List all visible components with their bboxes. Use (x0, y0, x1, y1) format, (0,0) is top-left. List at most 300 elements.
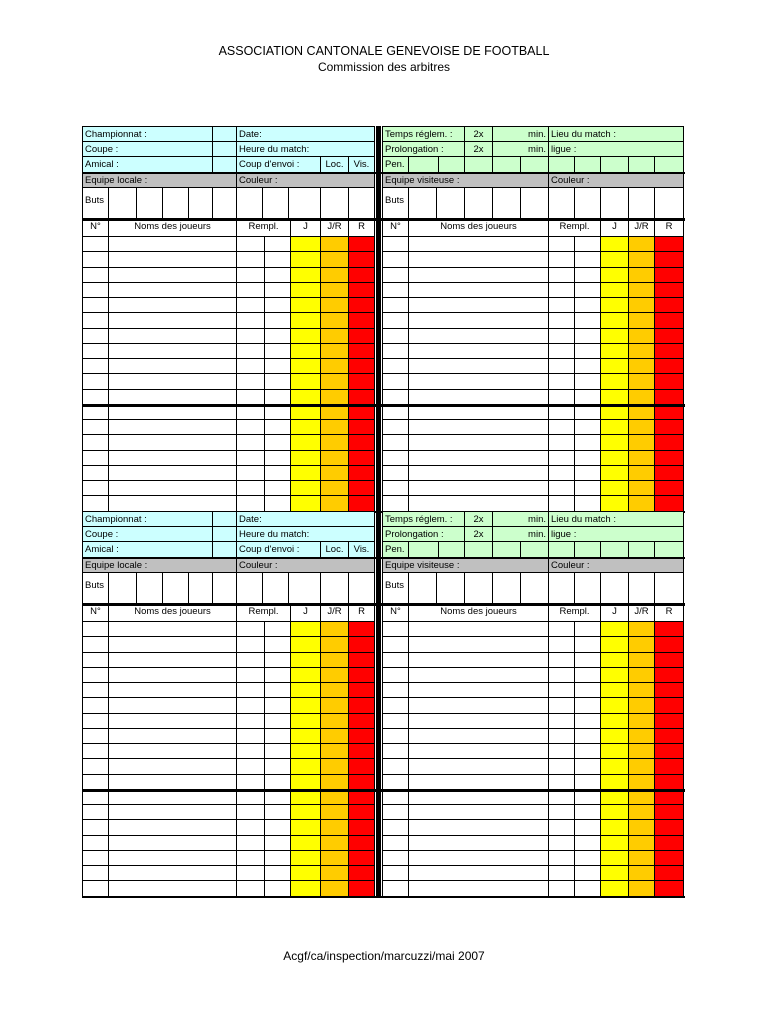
rempl-cell[interactable] (574, 758, 601, 775)
yellow-card-cell[interactable] (600, 480, 629, 496)
player-name-cell[interactable] (108, 251, 237, 268)
rempl-cell[interactable] (264, 282, 291, 298)
red-card-cell[interactable] (654, 373, 684, 390)
player-number-cell[interactable] (382, 636, 409, 653)
rempl-cell[interactable] (574, 328, 601, 344)
rempl-cell[interactable] (236, 804, 265, 820)
goal-box[interactable] (520, 572, 549, 604)
player-number-cell[interactable] (382, 835, 409, 851)
yellow-card-cell[interactable] (600, 236, 629, 252)
rempl-cell[interactable] (574, 636, 601, 653)
yellow-card-cell[interactable] (600, 667, 629, 683)
red-card-cell[interactable] (348, 682, 375, 698)
red-card-cell[interactable] (348, 850, 375, 866)
player-name-cell[interactable] (108, 880, 237, 897)
yellow-red-cell[interactable] (320, 880, 349, 897)
yellow-card-cell[interactable] (290, 450, 321, 466)
player-name-cell[interactable] (408, 880, 549, 897)
player-name-cell[interactable] (408, 267, 549, 283)
red-card-cell[interactable] (654, 621, 684, 637)
red-card-cell[interactable] (348, 282, 375, 298)
rempl-cell[interactable] (236, 865, 265, 881)
red-card-cell[interactable] (348, 236, 375, 252)
rempl-cell[interactable] (236, 835, 265, 851)
rempl-cell[interactable] (548, 880, 575, 897)
yellow-red-cell[interactable] (628, 267, 655, 283)
yellow-card-cell[interactable] (600, 373, 629, 390)
penalty-box[interactable] (600, 541, 629, 558)
goal-box[interactable] (212, 572, 237, 604)
player-number-cell[interactable] (82, 434, 109, 451)
player-number-cell[interactable] (382, 713, 409, 729)
yellow-card-cell[interactable] (290, 434, 321, 451)
rempl-cell[interactable] (264, 880, 291, 897)
yellow-card-cell[interactable] (290, 758, 321, 775)
penalty-box[interactable] (438, 156, 465, 173)
yellow-card-cell[interactable] (290, 236, 321, 252)
rempl-cell[interactable] (548, 480, 575, 496)
goal-box[interactable] (548, 572, 575, 604)
player-number-cell[interactable] (82, 465, 109, 481)
yellow-red-cell[interactable] (320, 743, 349, 759)
yellow-card-cell[interactable] (290, 343, 321, 359)
player-name-cell[interactable] (408, 450, 549, 466)
player-name-cell[interactable] (108, 774, 237, 790)
goal-box[interactable] (162, 187, 189, 219)
red-card-cell[interactable] (654, 652, 684, 668)
red-card-cell[interactable] (348, 328, 375, 344)
yellow-red-cell[interactable] (320, 373, 349, 390)
goal-box[interactable] (288, 572, 321, 604)
player-number-cell[interactable] (382, 373, 409, 390)
rempl-cell[interactable] (264, 450, 291, 466)
yellow-red-cell[interactable] (320, 328, 349, 344)
yellow-card-cell[interactable] (600, 713, 629, 729)
player-number-cell[interactable] (82, 697, 109, 714)
rempl-cell[interactable] (264, 312, 291, 329)
rempl-cell[interactable] (264, 819, 291, 836)
yellow-red-cell[interactable] (628, 835, 655, 851)
yellow-card-cell[interactable] (600, 819, 629, 836)
rempl-cell[interactable] (548, 434, 575, 451)
red-card-cell[interactable] (654, 434, 684, 451)
rempl-cell[interactable] (548, 621, 575, 637)
goal-box[interactable] (464, 572, 493, 604)
red-card-cell[interactable] (654, 743, 684, 759)
player-number-cell[interactable] (82, 667, 109, 683)
player-name-cell[interactable] (408, 251, 549, 268)
player-number-cell[interactable] (82, 373, 109, 390)
player-name-cell[interactable] (108, 434, 237, 451)
yellow-card-cell[interactable] (600, 282, 629, 298)
rempl-cell[interactable] (574, 373, 601, 390)
player-name-cell[interactable] (408, 713, 549, 729)
yellow-red-cell[interactable] (628, 312, 655, 329)
penalty-box[interactable] (628, 541, 655, 558)
rempl-cell[interactable] (548, 865, 575, 881)
rempl-cell[interactable] (548, 819, 575, 836)
yellow-red-cell[interactable] (320, 312, 349, 329)
yellow-red-cell[interactable] (628, 236, 655, 252)
player-name-cell[interactable] (408, 480, 549, 496)
player-number-cell[interactable] (82, 636, 109, 653)
goal-box[interactable] (600, 572, 629, 604)
red-card-cell[interactable] (654, 267, 684, 283)
player-number-cell[interactable] (382, 758, 409, 775)
rempl-cell[interactable] (548, 682, 575, 698)
yellow-red-cell[interactable] (628, 343, 655, 359)
player-number-cell[interactable] (382, 774, 409, 790)
player-name-cell[interactable] (108, 373, 237, 390)
penalty-box[interactable] (548, 156, 575, 173)
player-name-cell[interactable] (108, 358, 237, 374)
player-name-cell[interactable] (108, 328, 237, 344)
rempl-cell[interactable] (574, 880, 601, 897)
red-card-cell[interactable] (348, 758, 375, 775)
player-name-cell[interactable] (408, 743, 549, 759)
yellow-card-cell[interactable] (290, 743, 321, 759)
yellow-card-cell[interactable] (600, 419, 629, 435)
yellow-red-cell[interactable] (320, 652, 349, 668)
yellow-red-cell[interactable] (628, 880, 655, 897)
player-number-cell[interactable] (382, 328, 409, 344)
yellow-card-cell[interactable] (600, 343, 629, 359)
player-number-cell[interactable] (82, 282, 109, 298)
player-name-cell[interactable] (108, 480, 237, 496)
rempl-cell[interactable] (264, 328, 291, 344)
yellow-red-cell[interactable] (628, 758, 655, 775)
rempl-cell[interactable] (236, 236, 265, 252)
rempl-cell[interactable] (264, 465, 291, 481)
yellow-card-cell[interactable] (600, 850, 629, 866)
player-name-cell[interactable] (408, 373, 549, 390)
rempl-cell[interactable] (548, 758, 575, 775)
rempl-cell[interactable] (548, 343, 575, 359)
goal-box[interactable] (574, 572, 601, 604)
goal-box[interactable] (236, 572, 263, 604)
rempl-cell[interactable] (574, 865, 601, 881)
rempl-cell[interactable] (548, 495, 575, 512)
player-name-cell[interactable] (108, 819, 237, 836)
goal-box[interactable] (188, 187, 213, 219)
yellow-red-cell[interactable] (628, 865, 655, 881)
rempl-cell[interactable] (264, 697, 291, 714)
yellow-red-cell[interactable] (320, 236, 349, 252)
red-card-cell[interactable] (654, 697, 684, 714)
yellow-card-cell[interactable] (290, 835, 321, 851)
yellow-card-cell[interactable] (600, 495, 629, 512)
rempl-cell[interactable] (236, 419, 265, 435)
loc-option[interactable]: Loc. (320, 541, 349, 558)
goal-box[interactable] (136, 187, 163, 219)
player-name-cell[interactable] (108, 621, 237, 637)
yellow-card-cell[interactable] (600, 267, 629, 283)
player-number-cell[interactable] (382, 495, 409, 512)
player-number-cell[interactable] (82, 495, 109, 512)
yellow-red-cell[interactable] (320, 282, 349, 298)
player-name-cell[interactable] (108, 450, 237, 466)
yellow-card-cell[interactable] (600, 636, 629, 653)
yellow-red-cell[interactable] (320, 819, 349, 836)
rempl-cell[interactable] (264, 621, 291, 637)
rempl-cell[interactable] (574, 819, 601, 836)
rempl-cell[interactable] (574, 236, 601, 252)
yellow-red-cell[interactable] (320, 636, 349, 653)
loc-option[interactable]: Loc. (320, 156, 349, 173)
red-card-cell[interactable] (654, 251, 684, 268)
yellow-red-cell[interactable] (628, 743, 655, 759)
goal-box[interactable] (320, 187, 349, 219)
yellow-card-cell[interactable] (600, 758, 629, 775)
goal-box[interactable] (108, 187, 137, 219)
rempl-cell[interactable] (236, 373, 265, 390)
goal-box[interactable] (492, 572, 521, 604)
yellow-red-cell[interactable] (320, 465, 349, 481)
player-name-cell[interactable] (408, 758, 549, 775)
player-name-cell[interactable] (408, 495, 549, 512)
rempl-cell[interactable] (574, 682, 601, 698)
red-card-cell[interactable] (348, 804, 375, 820)
yellow-card-cell[interactable] (290, 850, 321, 866)
yellow-red-cell[interactable] (320, 865, 349, 881)
red-card-cell[interactable] (348, 267, 375, 283)
rempl-cell[interactable] (574, 297, 601, 313)
player-number-cell[interactable] (382, 450, 409, 466)
player-name-cell[interactable] (408, 697, 549, 714)
yellow-red-cell[interactable] (628, 495, 655, 512)
yellow-red-cell[interactable] (628, 282, 655, 298)
yellow-card-cell[interactable] (600, 743, 629, 759)
red-card-cell[interactable] (654, 804, 684, 820)
red-card-cell[interactable] (348, 774, 375, 790)
rempl-cell[interactable] (548, 835, 575, 851)
player-number-cell[interactable] (82, 389, 109, 405)
player-number-cell[interactable] (82, 358, 109, 374)
yellow-red-cell[interactable] (628, 652, 655, 668)
yellow-red-cell[interactable] (628, 728, 655, 744)
player-number-cell[interactable] (82, 728, 109, 744)
red-card-cell[interactable] (654, 636, 684, 653)
player-number-cell[interactable] (82, 743, 109, 759)
rempl-cell[interactable] (264, 480, 291, 496)
red-card-cell[interactable] (654, 480, 684, 496)
yellow-card-cell[interactable] (290, 419, 321, 435)
rempl-cell[interactable] (548, 450, 575, 466)
red-card-cell[interactable] (654, 850, 684, 866)
yellow-card-cell[interactable] (290, 358, 321, 374)
rempl-cell[interactable] (548, 236, 575, 252)
rempl-cell[interactable] (548, 850, 575, 866)
player-number-cell[interactable] (82, 819, 109, 836)
yellow-red-cell[interactable] (628, 697, 655, 714)
red-card-cell[interactable] (348, 358, 375, 374)
yellow-card-cell[interactable] (290, 697, 321, 714)
rempl-cell[interactable] (236, 850, 265, 866)
goal-box[interactable] (162, 572, 189, 604)
rempl-cell[interactable] (574, 804, 601, 820)
player-name-cell[interactable] (108, 758, 237, 775)
rempl-cell[interactable] (264, 804, 291, 820)
yellow-card-cell[interactable] (600, 297, 629, 313)
yellow-red-cell[interactable] (628, 636, 655, 653)
goal-box[interactable] (408, 187, 437, 219)
player-name-cell[interactable] (108, 667, 237, 683)
player-name-cell[interactable] (108, 865, 237, 881)
yellow-red-cell[interactable] (628, 480, 655, 496)
coupe-field[interactable] (212, 526, 237, 542)
rempl-cell[interactable] (236, 267, 265, 283)
yellow-card-cell[interactable] (600, 450, 629, 466)
red-card-cell[interactable] (654, 312, 684, 329)
player-name-cell[interactable] (108, 652, 237, 668)
yellow-card-cell[interactable] (290, 297, 321, 313)
player-name-cell[interactable] (408, 850, 549, 866)
red-card-cell[interactable] (654, 865, 684, 881)
yellow-red-cell[interactable] (320, 419, 349, 435)
red-card-cell[interactable] (348, 343, 375, 359)
rempl-cell[interactable] (264, 297, 291, 313)
rempl-cell[interactable] (264, 713, 291, 729)
rempl-cell[interactable] (574, 480, 601, 496)
rempl-cell[interactable] (548, 373, 575, 390)
penalty-box[interactable] (574, 541, 601, 558)
red-card-cell[interactable] (348, 251, 375, 268)
red-card-cell[interactable] (348, 450, 375, 466)
red-card-cell[interactable] (348, 728, 375, 744)
player-number-cell[interactable] (82, 297, 109, 313)
red-card-cell[interactable] (348, 636, 375, 653)
rempl-cell[interactable] (264, 636, 291, 653)
red-card-cell[interactable] (654, 297, 684, 313)
player-name-cell[interactable] (108, 465, 237, 481)
red-card-cell[interactable] (348, 865, 375, 881)
yellow-card-cell[interactable] (290, 282, 321, 298)
red-card-cell[interactable] (654, 450, 684, 466)
rempl-cell[interactable] (548, 697, 575, 714)
player-name-cell[interactable] (408, 389, 549, 405)
player-number-cell[interactable] (382, 236, 409, 252)
red-card-cell[interactable] (654, 880, 684, 897)
red-card-cell[interactable] (348, 434, 375, 451)
rempl-cell[interactable] (264, 419, 291, 435)
player-number-cell[interactable] (82, 236, 109, 252)
rempl-cell[interactable] (574, 495, 601, 512)
rempl-cell[interactable] (574, 621, 601, 637)
player-name-cell[interactable] (108, 267, 237, 283)
player-number-cell[interactable] (382, 465, 409, 481)
yellow-card-cell[interactable] (600, 682, 629, 698)
player-number-cell[interactable] (382, 804, 409, 820)
rempl-cell[interactable] (236, 343, 265, 359)
rempl-cell[interactable] (574, 743, 601, 759)
player-number-cell[interactable] (382, 682, 409, 698)
player-number-cell[interactable] (82, 621, 109, 637)
player-name-cell[interactable] (108, 804, 237, 820)
yellow-card-cell[interactable] (600, 728, 629, 744)
rempl-cell[interactable] (236, 774, 265, 790)
rempl-cell[interactable] (574, 835, 601, 851)
rempl-cell[interactable] (574, 697, 601, 714)
yellow-red-cell[interactable] (320, 495, 349, 512)
yellow-card-cell[interactable] (600, 865, 629, 881)
player-name-cell[interactable] (408, 728, 549, 744)
player-name-cell[interactable] (108, 495, 237, 512)
rempl-cell[interactable] (574, 358, 601, 374)
player-number-cell[interactable] (382, 728, 409, 744)
rempl-cell[interactable] (574, 667, 601, 683)
rempl-cell[interactable] (264, 667, 291, 683)
penalty-box[interactable] (600, 156, 629, 173)
yellow-red-cell[interactable] (628, 465, 655, 481)
red-card-cell[interactable] (654, 419, 684, 435)
rempl-cell[interactable] (264, 389, 291, 405)
goal-box[interactable] (574, 187, 601, 219)
penalty-box[interactable] (492, 541, 521, 558)
yellow-card-cell[interactable] (600, 621, 629, 637)
red-card-cell[interactable] (348, 819, 375, 836)
player-name-cell[interactable] (108, 312, 237, 329)
rempl-cell[interactable] (548, 328, 575, 344)
red-card-cell[interactable] (348, 480, 375, 496)
red-card-cell[interactable] (348, 419, 375, 435)
rempl-cell[interactable] (236, 621, 265, 637)
player-name-cell[interactable] (108, 297, 237, 313)
rempl-cell[interactable] (236, 480, 265, 496)
rempl-cell[interactable] (264, 728, 291, 744)
red-card-cell[interactable] (654, 835, 684, 851)
red-card-cell[interactable] (348, 880, 375, 897)
yellow-red-cell[interactable] (320, 358, 349, 374)
championnat-field[interactable] (212, 511, 237, 527)
player-number-cell[interactable] (382, 743, 409, 759)
player-name-cell[interactable] (108, 850, 237, 866)
rempl-cell[interactable] (548, 743, 575, 759)
yellow-card-cell[interactable] (290, 495, 321, 512)
player-number-cell[interactable] (82, 328, 109, 344)
red-card-cell[interactable] (654, 667, 684, 683)
rempl-cell[interactable] (548, 389, 575, 405)
penalty-box[interactable] (408, 156, 439, 173)
player-name-cell[interactable] (408, 636, 549, 653)
yellow-card-cell[interactable] (290, 819, 321, 836)
player-number-cell[interactable] (382, 667, 409, 683)
red-card-cell[interactable] (348, 621, 375, 637)
yellow-red-cell[interactable] (628, 804, 655, 820)
player-number-cell[interactable] (82, 343, 109, 359)
red-card-cell[interactable] (348, 713, 375, 729)
player-number-cell[interactable] (82, 419, 109, 435)
yellow-card-cell[interactable] (600, 774, 629, 790)
coupe-field[interactable] (212, 141, 237, 157)
yellow-card-cell[interactable] (290, 373, 321, 390)
goal-box[interactable] (348, 187, 375, 219)
penalty-box[interactable] (548, 541, 575, 558)
player-number-cell[interactable] (82, 251, 109, 268)
penalty-box[interactable] (520, 541, 549, 558)
red-card-cell[interactable] (654, 343, 684, 359)
yellow-red-cell[interactable] (628, 682, 655, 698)
rempl-cell[interactable] (236, 636, 265, 653)
rempl-cell[interactable] (264, 434, 291, 451)
yellow-red-cell[interactable] (320, 267, 349, 283)
yellow-card-cell[interactable] (290, 465, 321, 481)
penalty-box[interactable] (492, 156, 521, 173)
rempl-cell[interactable] (548, 267, 575, 283)
yellow-card-cell[interactable] (290, 312, 321, 329)
goal-box[interactable] (212, 187, 237, 219)
red-card-cell[interactable] (348, 373, 375, 390)
goal-box[interactable] (236, 187, 263, 219)
